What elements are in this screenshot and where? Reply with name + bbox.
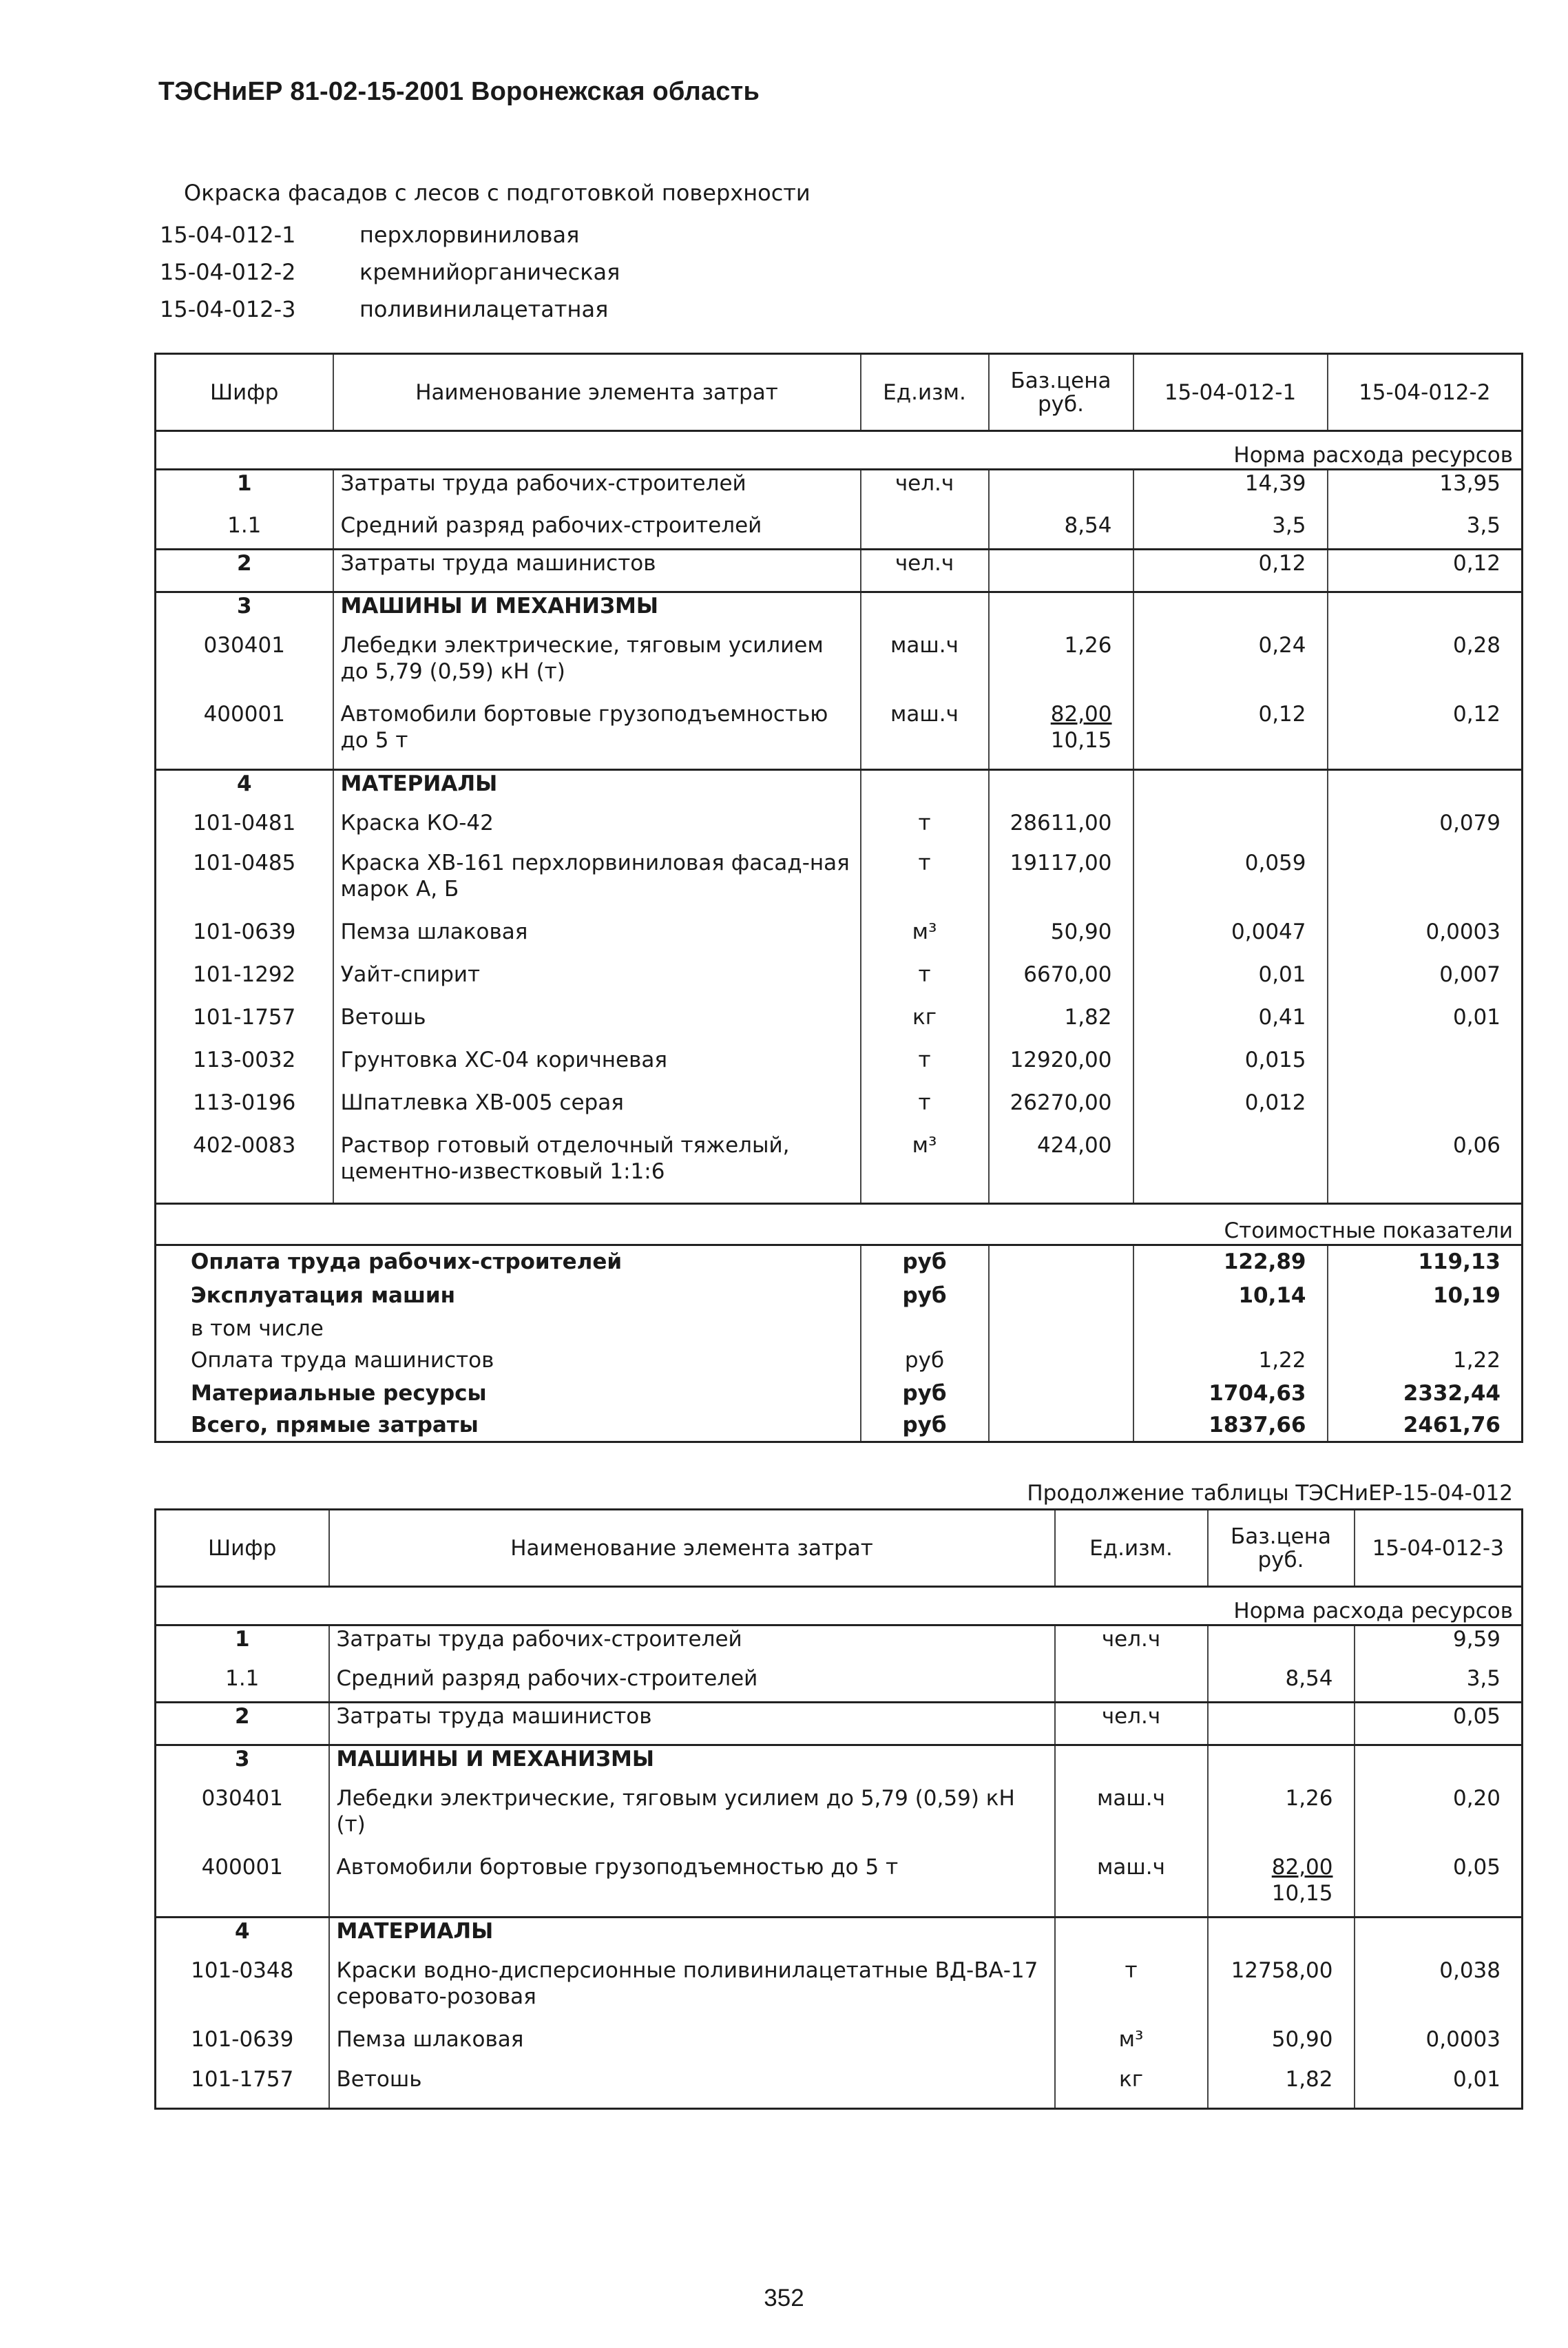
row-value-b: 0,12 (1328, 550, 1523, 592)
row-value-b: 13,95 (1439, 471, 1501, 496)
row-name: Пемза шлаковая (329, 2026, 1055, 2066)
table-row (156, 810, 1523, 850)
row-value-a: 0,05 (1355, 1703, 1523, 1745)
row-value-b (1328, 770, 1523, 810)
cost-price (989, 1245, 1133, 1280)
band-row (156, 1204, 1523, 1245)
row-value-a: 0,24 (1133, 632, 1328, 701)
col-header-variant-2: 15-04-012-2 (1328, 354, 1523, 431)
row-unit: чел.ч (1055, 1703, 1208, 1745)
cost-row (156, 1245, 1523, 1280)
col-header-unit: Ед.изм. (861, 354, 989, 431)
col-header-code: Шифр (156, 1510, 329, 1587)
row-price: 50,90 (1208, 2026, 1355, 2066)
row-unit (861, 592, 989, 632)
row-value-a: 0,012 (1133, 1090, 1328, 1132)
col-header-price: Баз.цена руб. (1208, 1510, 1355, 1587)
row-price: 8,54 (989, 512, 1133, 550)
row-unit (861, 512, 989, 550)
row-price (1208, 1703, 1355, 1745)
row-unit: маш.ч (1055, 1854, 1208, 1918)
row-value-a: 0,12 (1133, 701, 1328, 770)
variant-name: кремнийорганическая (359, 259, 620, 285)
row-value-a: 0,01 (1452, 2066, 1501, 2092)
row-value-b: 3,5 (1466, 512, 1501, 538)
cost-value-b: 119,13 (1418, 1249, 1501, 1274)
row-value-a: 0,20 (1452, 1785, 1501, 1811)
price-secondary: 10,15 (1271, 1880, 1333, 1906)
row-value-a: 14,39 (1133, 470, 1328, 512)
row-price (1208, 1854, 1355, 1918)
cost-name: Материальные ресурсы (156, 1378, 861, 1409)
row-value-b: 0,12 (1452, 701, 1501, 727)
col-header-variant-1: 15-04-012-1 (1133, 354, 1328, 431)
cost-price (989, 1313, 1133, 1344)
row-price (989, 592, 1133, 632)
table-row (156, 962, 1523, 1004)
row-value-b: 0,28 (1452, 632, 1501, 658)
col-header-code: Шифр (156, 354, 333, 431)
row-unit (1055, 1665, 1208, 1703)
row-code: 2 (156, 1703, 329, 1745)
row-unit: т (861, 1090, 989, 1132)
row-name: Ветошь (333, 1004, 861, 1047)
cost-value-b: 2332,44 (1403, 1380, 1501, 1406)
cost-unit: руб (861, 1378, 989, 1409)
row-code: 1.1 (156, 512, 333, 550)
row-unit: чел.ч (861, 470, 989, 512)
row-unit (1055, 1918, 1208, 1957)
price-primary: 82,00 (1050, 701, 1112, 727)
row-unit: т (861, 850, 989, 919)
row-value-b (1328, 592, 1523, 632)
row-price: 26270,00 (989, 1090, 1133, 1132)
row-value-a: 0,038 (1439, 1957, 1501, 1983)
row-code: 113-0196 (156, 1090, 333, 1132)
price-secondary: 10,15 (1050, 727, 1112, 753)
row-name: Автомобили бортовые грузоподъемностью до 5 т (333, 701, 861, 770)
row-price: 1,82 (1208, 2066, 1355, 2109)
cost-value-a: 1837,66 (1133, 1409, 1328, 1442)
row-name: Автомобили бортовые грузоподъемностью до 5 т (329, 1854, 1055, 1918)
cost-name: Оплата труда рабочих-строителей (156, 1245, 861, 1280)
row-code: 030401 (156, 1785, 329, 1854)
row-name: МАШИНЫ И МЕХАНИЗМЫ (329, 1745, 1055, 1785)
row-name: Ветошь (329, 2066, 1055, 2109)
row-price: 28611,00 (989, 810, 1133, 850)
row-name: Краска КО-42 (333, 810, 861, 850)
col-header-name: Наименование элемента затрат (329, 1510, 1055, 1587)
cost-value-a: 10,14 (1133, 1280, 1328, 1313)
row-name: Краска ХВ-161 перхлорвиниловая фасад-ная марок А, Б (333, 850, 861, 919)
col-header-variant-3: 15-04-012-3 (1355, 1510, 1523, 1587)
cost-unit: руб (861, 1344, 989, 1378)
row-name: Лебедки электрические, тяговым усилием до 5,79 (0,59) кН (т) (329, 1785, 1055, 1854)
row-value-a (1133, 1132, 1328, 1204)
row-value-b: 0,01 (1452, 1004, 1501, 1030)
table-row (156, 850, 1523, 919)
row-code: 400001 (156, 701, 333, 770)
page-title: ТЭСНиЕР 81-02-15-2001 Воронежская область (158, 77, 760, 106)
row-price (1208, 1745, 1355, 1785)
row-code: 101-1757 (156, 1004, 333, 1047)
variant-code: 15-04-012-1 (160, 222, 296, 248)
variant-name: поливинилацетатная (359, 296, 609, 322)
row-value-a: 0,41 (1133, 1004, 1328, 1047)
table-row (156, 1132, 1523, 1204)
cost-unit (861, 1313, 989, 1344)
row-name: МАТЕРИАЛЫ (333, 770, 861, 810)
row-price: 1,82 (989, 1004, 1133, 1047)
row-code: 101-0639 (156, 919, 333, 962)
cost-name: в том числе (156, 1313, 861, 1344)
cost-price (989, 1409, 1133, 1442)
page-number: 352 (764, 2285, 804, 2311)
table-row (156, 1854, 1523, 1918)
cost-name: Оплата труда машинистов (156, 1344, 861, 1378)
row-unit: кг (861, 1004, 989, 1047)
cost-price (989, 1280, 1133, 1313)
row-code: 101-1757 (156, 2066, 329, 2109)
cost-value-a: 1,22 (1133, 1344, 1328, 1378)
variant-row (160, 253, 811, 291)
row-price (989, 550, 1133, 592)
resource-table-continuation (154, 1508, 1523, 2110)
row-code: 3 (156, 1745, 329, 1785)
table-row (156, 1785, 1523, 1854)
row-unit: м³ (861, 1132, 989, 1204)
variant-code: 15-04-012-2 (160, 259, 296, 285)
row-name: Лебедки электрические, тяговым усилием до 5,79 (0,59) кН (т) (333, 632, 861, 701)
row-value-b: 0,079 (1439, 810, 1501, 835)
table-row (156, 1703, 1523, 1745)
row-value-a: 9,59 (1452, 1627, 1501, 1652)
row-value-a (1133, 592, 1328, 632)
row-code: 4 (156, 1918, 329, 1957)
row-price: 12920,00 (989, 1047, 1133, 1090)
row-value-a: 0,015 (1133, 1047, 1328, 1090)
table-header-row (156, 354, 1523, 431)
row-code: 1 (156, 1625, 329, 1665)
table-row (156, 1090, 1523, 1132)
row-name: Грунтовка ХС-04 коричневая (333, 1047, 861, 1090)
row-code: 101-0481 (156, 810, 333, 850)
cost-unit: руб (861, 1409, 989, 1442)
row-unit: т (861, 1047, 989, 1090)
row-code: 1.1 (156, 1665, 329, 1703)
variant-row (160, 216, 811, 253)
row-value-b (1328, 1047, 1523, 1090)
row-unit (861, 770, 989, 810)
row-code: 1 (156, 470, 333, 512)
row-unit: м³ (1055, 2026, 1208, 2066)
row-unit: кг (1055, 2066, 1208, 2109)
variant-row (160, 291, 811, 328)
table-row (156, 1665, 1523, 1703)
row-price (989, 701, 1133, 770)
row-price (989, 470, 1133, 512)
row-name: МАШИНЫ И МЕХАНИЗМЫ (333, 592, 861, 632)
row-value-a (1133, 810, 1328, 850)
row-unit: маш.ч (861, 632, 989, 701)
table-row (156, 1004, 1523, 1047)
row-code: 101-1292 (156, 962, 333, 1004)
row-code: 101-0639 (156, 2026, 329, 2066)
row-name: Средний разряд рабочих-строителей (329, 1665, 1055, 1703)
row-code: 3 (156, 592, 333, 632)
row-value-a: 0,0047 (1133, 919, 1328, 962)
table-row (156, 1625, 1523, 1665)
row-code: 101-0348 (156, 1957, 329, 2026)
col-header-price: Баз.цена руб. (989, 354, 1133, 431)
row-price: 1,26 (989, 632, 1133, 701)
table-row (156, 701, 1523, 770)
col-header-unit: Ед.изм. (1055, 1510, 1208, 1587)
row-value-a: 0,12 (1133, 550, 1328, 592)
row-unit: маш.ч (861, 701, 989, 770)
row-value-b: 0,0003 (1425, 919, 1501, 944)
cost-row (156, 1313, 1523, 1344)
cost-value-b: 10,19 (1432, 1282, 1501, 1308)
row-code: 402-0083 (156, 1132, 333, 1204)
table-row (156, 2066, 1523, 2109)
row-name: Шпатлевка ХВ-005 серая (333, 1090, 861, 1132)
table-row (156, 770, 1523, 810)
row-code: 400001 (156, 1854, 329, 1918)
row-code: 101-0485 (156, 850, 333, 919)
table-row (156, 2026, 1523, 2066)
row-value-a: 0,05 (1452, 1854, 1501, 1880)
continuation-note: Продолжение таблицы ТЭСНиЕР-15-04-012 (1027, 1481, 1513, 1506)
table-header-row (156, 1510, 1523, 1587)
resource-table-main (154, 353, 1523, 1443)
cost-value-b: 2461,76 (1403, 1412, 1501, 1437)
row-value-a: 3,5 (1133, 512, 1328, 550)
table-row (156, 550, 1523, 592)
table-row (156, 1918, 1523, 1957)
row-name: Затраты труда рабочих-строителей (329, 1625, 1055, 1665)
band-cost: Стоимостные показатели (156, 1204, 1523, 1245)
row-code: 2 (156, 550, 333, 592)
row-code: 113-0032 (156, 1047, 333, 1090)
row-name: Пемза шлаковая (333, 919, 861, 962)
band-resources: Норма расхода ресурсов (156, 1587, 1523, 1625)
row-value-a: 0,01 (1133, 962, 1328, 1004)
row-unit: т (861, 810, 989, 850)
row-price: 8,54 (1208, 1665, 1355, 1703)
cost-row (156, 1344, 1523, 1378)
row-value-b: 0,007 (1439, 962, 1501, 987)
cost-value-a: 122,89 (1133, 1245, 1328, 1280)
intro-caption: Окраска фасадов с лесов с подготовкой поверхности (184, 180, 811, 206)
row-code: 4 (156, 770, 333, 810)
variant-code: 15-04-012-3 (160, 296, 296, 322)
band-resources: Норма расхода ресурсов (156, 431, 1523, 470)
cost-name: Эксплуатация машин (156, 1280, 861, 1313)
row-unit: т (861, 962, 989, 1004)
variant-name: перхлорвиниловая (359, 222, 580, 248)
band-row (156, 431, 1523, 470)
cost-price (989, 1344, 1133, 1378)
cost-value-b (1328, 1313, 1523, 1344)
cost-row (156, 1378, 1523, 1409)
row-name: Краски водно-дисперсионные поливинилацетатные ВД-ВА-17 серовато-розовая (329, 1957, 1055, 2026)
row-value-b (1328, 1090, 1523, 1132)
table-row (156, 470, 1523, 512)
row-price: 6670,00 (989, 962, 1133, 1004)
row-value-a: 0,059 (1133, 850, 1328, 919)
row-code: 030401 (156, 632, 333, 701)
cost-value-a: 1704,63 (1133, 1378, 1328, 1409)
row-name: Затраты труда рабочих-строителей (333, 470, 861, 512)
cost-value-b: 1,22 (1452, 1347, 1501, 1373)
cost-row (156, 1409, 1523, 1442)
row-value-a (1355, 1918, 1523, 1957)
cost-unit: руб (861, 1280, 989, 1313)
row-name: Уайт-спирит (333, 962, 861, 1004)
intro-block (160, 176, 811, 328)
table-row (156, 1745, 1523, 1785)
row-unit: маш.ч (1055, 1785, 1208, 1854)
row-value-b: 0,06 (1452, 1132, 1501, 1158)
row-value-a (1133, 770, 1328, 810)
row-unit: м³ (861, 919, 989, 962)
cost-value-a (1133, 1313, 1328, 1344)
cost-unit: руб (861, 1245, 989, 1280)
row-value-a: 3,5 (1466, 1665, 1501, 1691)
cost-price (989, 1378, 1133, 1409)
row-price: 19117,00 (989, 850, 1133, 919)
row-value-a: 0,0003 (1425, 2026, 1501, 2052)
table-row (156, 632, 1523, 701)
row-name: Раствор готовый отделочный тяжелый, цементно-известковый 1:1:6 (333, 1132, 861, 1204)
band-row (156, 1587, 1523, 1625)
row-unit (1055, 1745, 1208, 1785)
row-price (1208, 1625, 1355, 1665)
row-price: 12758,00 (1208, 1957, 1355, 2026)
cost-name: Всего, прямые затраты (156, 1409, 861, 1442)
col-header-name: Наименование элемента затрат (333, 354, 861, 431)
table-row (156, 1047, 1523, 1090)
row-price: 424,00 (989, 1132, 1133, 1204)
row-price: 50,90 (989, 919, 1133, 962)
row-price (989, 770, 1133, 810)
row-name: МАТЕРИАЛЫ (329, 1918, 1055, 1957)
row-unit: чел.ч (1055, 1625, 1208, 1665)
table-row (156, 1957, 1523, 2026)
row-unit: чел.ч (861, 550, 989, 592)
row-name: Затраты труда машинистов (329, 1703, 1055, 1745)
table-row (156, 512, 1523, 550)
cost-row (156, 1280, 1523, 1313)
row-value-a (1355, 1745, 1523, 1785)
row-price: 1,26 (1208, 1785, 1355, 1854)
table-row (156, 919, 1523, 962)
table-row (156, 592, 1523, 632)
row-name: Затраты труда машинистов (333, 550, 861, 592)
row-unit: т (1055, 1957, 1208, 2026)
row-name: Средний разряд рабочих-строителей (333, 512, 861, 550)
row-price (1208, 1918, 1355, 1957)
price-primary: 82,00 (1271, 1854, 1333, 1880)
row-value-b (1328, 850, 1523, 919)
